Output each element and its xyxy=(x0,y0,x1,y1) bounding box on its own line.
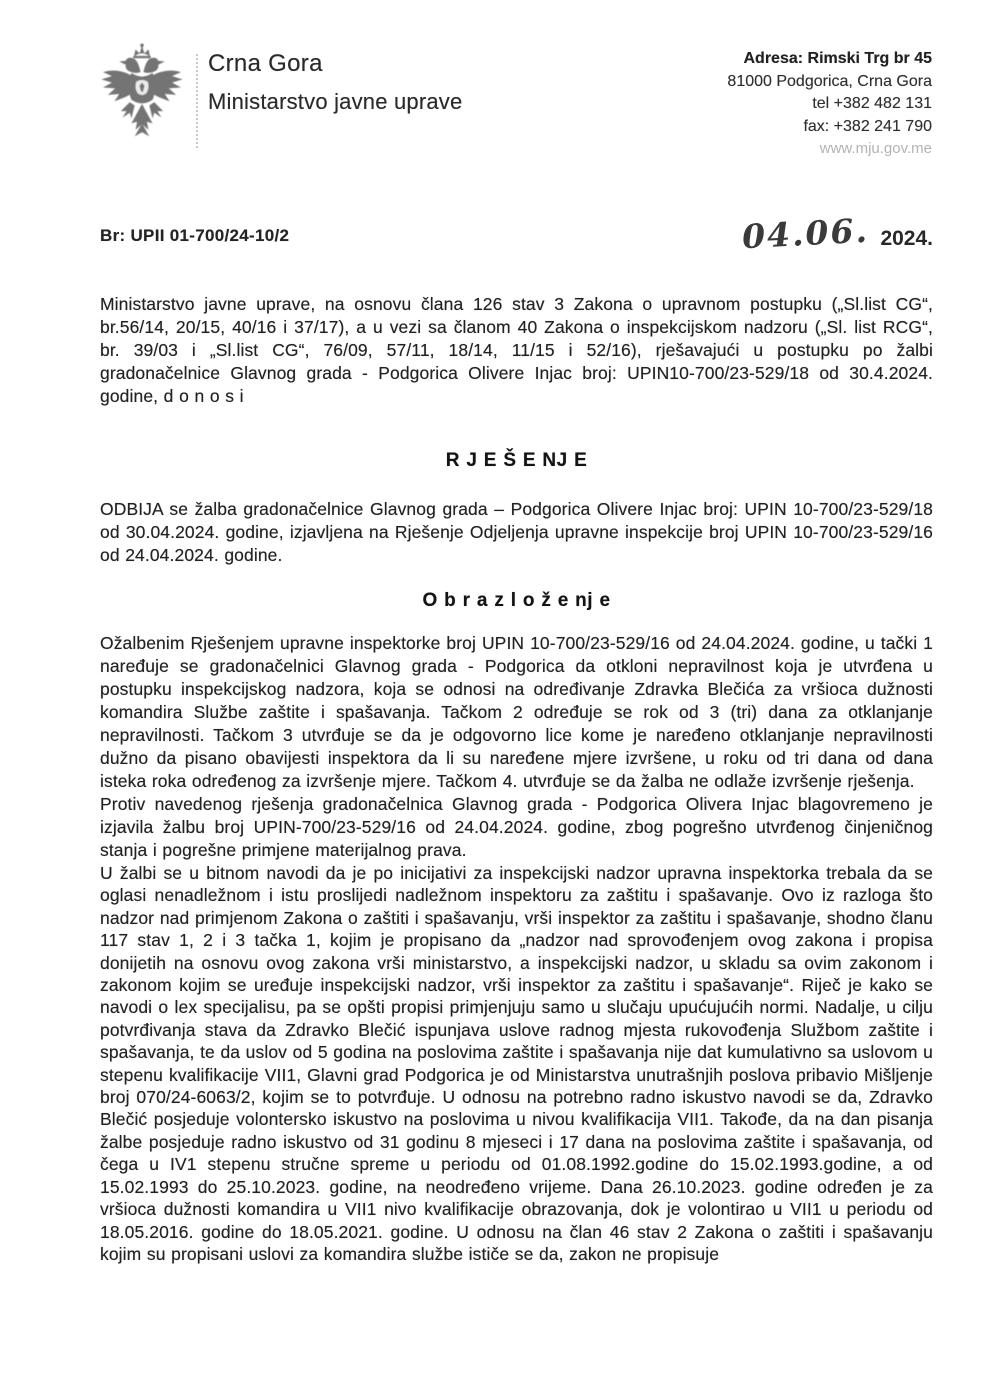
letterhead-divider xyxy=(196,54,198,148)
letterhead-org-block xyxy=(208,50,462,115)
contact-fax: fax: +382 241 790 xyxy=(803,117,932,135)
decision-paragraph: ODBIJA se žalba gradonačelnice Glavnog grada – Podgorica Olivere Injac broj: UPIN 10-700/23-529/18 od 30.04.2024. godine, izjavljena na Rješenje Odjeljenja upravne inspekcije broj UPIN 10-700/23-529/16 od 24.04.2024. godine. xyxy=(100,499,933,565)
contact-address: Adresa: Rimski Trg br 45 xyxy=(743,50,932,67)
rationale-paragraph-1: Ožalbenim Rješenjem upravne inspektorke broj UPIN 10-700/23-529/16 od 24.04.2024. godine, u tački 1 naređuje se gradonačelnici Glavnog grada - Podgorica da otkloni nepravilnost koja je utvrđena u postupku inspekcijskog nadzora, koja se odnosi na određivanje Zdravka Blečića za vršioca dužnosti komandira Službe zaštite i spašavanja. Tačkom 2 određuje se rok od 3 (tri) dana za otklanjanje nepravilnosti. Tačkom 3 utvrđuje se da je odgovorno lice kome je naređeno otklanjanje nepravilnosti dužno da pisano obavijesti inspektora da li su naređene mjere izvršene, u roku od tri dana od dana isteka roka određenog za izvršenje mjere. Tačkom 4. utvrđuje se da žalba ne odlaže izvršenje rješenja. xyxy=(100,633,933,791)
letterhead-contact-block xyxy=(727,48,932,161)
document-body xyxy=(100,293,933,1265)
reference-row xyxy=(100,210,933,274)
contact-city: 81000 Podgorica, Crna Gora xyxy=(727,72,932,90)
date-stamp xyxy=(741,210,933,257)
rationale-paragraph-3: U žalbi se u bitnom navodi da je po inicijativi za inspekcijski nadzor upravna inspektorka trebala da se oglasi nenadležnom i istu proslijedi nadležnom inspektoru za zaštitu i spašavanje. Ovo iz razloga što nadzor nad primjenom Zakona o zaštiti i spašavanju, vrši inspektor za zaštitu i spašavanje, shodno članu 117 stav 1, 2 i 3 tačka 1, kojim je propisano da „nadzor nad sprovođenjem ovog zakona i propisa donijetih na osnovu ovog zakona vrši ministarstvo, a inspekcijski nadzor, u skladu sa ovim zakonom i zakonom kojim se uređuje inspekcijski nadzor, vrši inspektor za zaštitu i spašavanje“. Riječ je kako se navodi o lex specijalisu, pa se opšti propisi primjenjuju samo u slučaju upućujućih normi. Nadalje, u cilju potvrđivanja stava da Zdravko Blečić ispunjava uslove radnog mjesta rukovođenja Službom zaštite i spašavanja, te da uslov od 5 godina na poslovima zaštite i spašavanja nije dat kumulativno sa uslovom u stepenu kvalifikacije VII1, Glavni grad Podgorica je od Ministarstva unutrašnjih poslova pribavio Mišljenje broj 070/24-6063/2, kojim se to potvrđuje. U odnosu na potrebno radno iskustvo navodi se da, Zdravko Blečić posjeduje volontersko iskustvo na poslovima u nivou kvalifikacija VII1. Takođe, da na dan pisanja žalbe posjeduje radno iskustvo od 31 godinu 8 mjeseci i 17 dana na poslovima zaštite i spašavanja, od čega u IV1 stepenu stručne spreme u periodu od 01.08.1992.godine do 15.02.1993.godine, a od 15.02.1993 do 25.10.2023. godine, na neodređeno vrijeme. Dana 26.10.2023. godine određen je za vršioca dužnosti komandira u VII1 nivo kvalifikacije obrazovanja, dok je volontirao u VII1 u periodu od 18.05.2016. godine do 18.05.2021. godine. U odnosu na član 46 stav 2 Zakona o zaštiti i spašavanju kojim su propisani uslovi za komandira službe ističe se da, zakon ne propisuje xyxy=(100,863,933,1264)
contact-website: www.mju.gov.me xyxy=(819,140,932,157)
heading-rjesenje: R J E Š E NJ E xyxy=(445,450,588,471)
handwritten-date: 04.06. xyxy=(741,210,870,257)
heading-obrazlozenje: O b r a z l o ž e nj e xyxy=(422,590,611,611)
contact-tel: tel +382 482 131 xyxy=(812,95,932,112)
org-country: Crna Gora xyxy=(208,50,323,77)
intro-paragraph: Ministarstvo javne uprave, na osnovu člana 126 stav 3 Zakona o upravnom postupku („Sl.list CG“, br.56/14, 20/15, 40/16 i 37/17), a u vezi sa članom 40 Zakona o inspekcijskom nadzoru („Sl. list RCG“, br. 39/03 i „Sl.list CG“, 76/09, 57/11, 18/14, 11/15 i 52/16), rješavajući u postupku po žalbi gradonačelnice Glavnog grada - Podgorica Olivere Injac broj: UPIN10-700/23-529/18 od 30.4.2024. godine, d o n o s i xyxy=(100,294,933,406)
rationale-paragraph-2: Protiv navedenog rješenja gradonačelnica Glavnog grada - Podgorica Olivera Injac blagovremeno je izjavila žalbu broj UPIN-700/23-529/16 od 24.04.2024. godine, zbog pogrešno utvrđenog činjeničnog stanja i pogrešne primjene materijalnog prava. xyxy=(100,794,933,860)
stamped-year: 2024. xyxy=(880,227,933,250)
reference-number: Br: UPII 01-700/24-10/2 xyxy=(100,226,290,245)
montenegro-coat-of-arms-icon xyxy=(93,42,191,164)
org-ministry: Ministarstvo javne uprave xyxy=(208,89,463,114)
